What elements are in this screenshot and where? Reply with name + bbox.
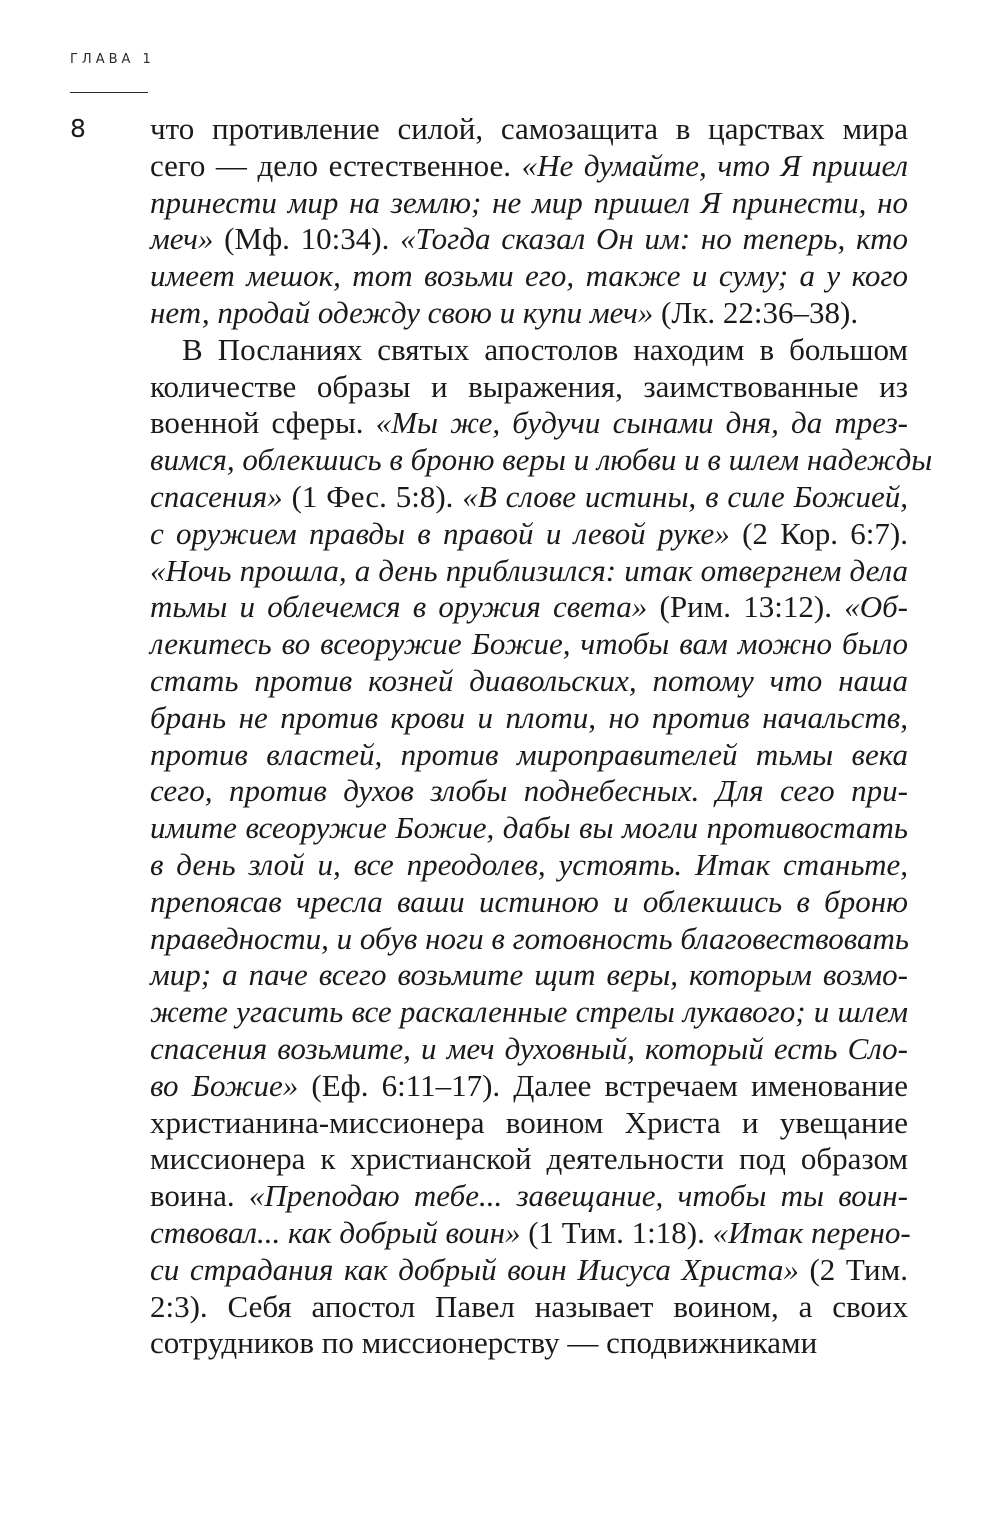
body-text-run: В Посланиях святых апостолов находим в большом [182, 331, 908, 367]
italic-quote-text: спасения возьмите, и меч духовный, который есть Сло- [150, 1030, 908, 1066]
text-line [150, 258, 908, 295]
text-line [150, 1325, 908, 1362]
body-text-run: (Мф. 10:34). [213, 221, 401, 257]
text-line [150, 957, 908, 994]
body-text-run: 2:3). Себя апостол Павел называет воином, а своих [150, 1288, 908, 1324]
italic-quote-text: нет, продай одежду свою и купи меч» [150, 294, 654, 330]
text-line [150, 589, 908, 626]
text-line [150, 369, 908, 406]
italic-quote-text: препоясав чресла ваши истиною и облекшись в броню [150, 883, 908, 919]
italic-quote-text: ствовал... как добрый воин» [150, 1214, 521, 1250]
body-text-run: (1 Тим. 1:18). [520, 1214, 713, 1250]
text-line [150, 295, 908, 332]
running-head: ГЛАВА 1 [70, 52, 155, 67]
body-text-run: что противление силой, самозащита в царствах мира [150, 111, 908, 146]
italic-quote-text: лекитесь во всеоружие Божие, чтобы вам можно было [150, 626, 908, 662]
text-line [150, 700, 908, 737]
header-rule [70, 92, 148, 93]
italic-quote-text: «Мы же, будучи сынами дня, да трез- [375, 405, 908, 441]
italic-quote-text: «Об- [844, 589, 908, 625]
text-line [150, 405, 908, 442]
text-line [150, 479, 908, 516]
italic-quote-text: тьмы и облечемся в оружия света» [150, 589, 648, 625]
text-line [150, 994, 908, 1031]
italic-quote-text: вимся, облекшись в броню веры и любви и в шлем надежды [150, 442, 933, 478]
italic-quote-text: си страдания как добрый воин Иисуса Христа» [150, 1251, 799, 1287]
text-line [150, 1178, 908, 1215]
page-number: 8 [70, 114, 86, 143]
italic-quote-text: «Не думайте, что Я пришел [521, 147, 908, 183]
text-line [150, 1031, 908, 1068]
body-text-run: воина. [150, 1178, 249, 1214]
italic-quote-text: «Ночь прошла, а день приблизился: итак отвергнем дела [150, 552, 908, 588]
text-line [150, 1068, 908, 1105]
text-line [150, 847, 908, 884]
body-text-run: сего — дело естественное. [150, 147, 522, 183]
text-line [150, 1214, 911, 1252]
italic-quote-text: во Божие» [150, 1067, 299, 1103]
text-line [150, 1141, 908, 1178]
text-line [150, 148, 908, 185]
text-line [150, 516, 908, 553]
italic-quote-text: спасения» [150, 478, 283, 514]
text-line [150, 1252, 908, 1289]
italic-quote-text: «Тогда сказал Он им: но теперь, кто [400, 221, 908, 257]
text-line [150, 553, 908, 590]
body-text-run: миссионера к христианской деятельности под образом [150, 1141, 908, 1177]
text-line [150, 921, 908, 958]
body-text-run: (1 Фес. 5:8). [282, 478, 463, 514]
italic-quote-text: принести мир на землю; не мир пришел Я принести, но [150, 184, 908, 220]
italic-quote-text: меч» [150, 221, 214, 257]
italic-quote-text: сего, против духов злобы поднебесных. Для сего при- [150, 773, 908, 809]
italic-quote-text: «Итак перено- [712, 1214, 911, 1250]
body-text-run: (2 Кор. 6:7). [729, 515, 908, 551]
italic-quote-text: брань не против крови и плоти, но против начальств, [150, 699, 908, 735]
italic-quote-text: жете угасить все раскаленные стрелы лукавого; и шлем [150, 994, 908, 1030]
italic-quote-text: против властей, против мироправителей тьмы века [150, 736, 908, 772]
text-line [150, 810, 908, 847]
text-line [150, 737, 908, 774]
text-line [150, 1289, 908, 1326]
text-line [150, 332, 908, 369]
text-line [150, 626, 908, 663]
italic-quote-text: стать против козней диавольских, потому что наша [150, 662, 908, 698]
body-text-run: количестве образы и выражения, заимствованные из [150, 368, 908, 404]
text-line [150, 221, 908, 258]
italic-quote-text: в день злой и, все преодолев, устоять. Итак станьте, [150, 846, 908, 882]
italic-quote-text: праведности, и обув ноги в готовность благовествовать [150, 920, 909, 956]
italic-quote-text: мир; а паче всего возьмите щит веры, которым возмо- [150, 957, 908, 993]
text-line [150, 185, 908, 222]
body-text-run: военной сферы. [150, 405, 376, 441]
italic-quote-text: «В слове истины, в силе Божией, [462, 478, 908, 514]
italic-quote-text: имеет мешок, тот возьми его, также и суму; а у кого [150, 258, 908, 294]
body-text-run: (Еф. 6:11–17). Далее встречаем именование [298, 1067, 909, 1103]
italic-quote-text: имите всеоружие Божие, дабы вы могли противостать [150, 810, 908, 846]
body-text-run: христианина-миссионера воином Христа и увещание [150, 1104, 908, 1140]
italic-quote-text: с оружием правды в правой и левой руке» [150, 515, 730, 551]
text-line [150, 1105, 908, 1142]
text-line [150, 663, 908, 700]
text-line [150, 884, 908, 921]
body-text [150, 111, 933, 1362]
body-text-run: (Лк. 22:36–38). [653, 294, 859, 330]
body-text-run: (2 Тим. [798, 1251, 908, 1287]
body-text-run: (Рим. 13:12). [647, 589, 845, 625]
text-line [150, 111, 908, 148]
body-text-run: сотрудников по миссионерству — сподвижниками [150, 1325, 818, 1361]
text-line [150, 773, 908, 810]
text-line [150, 442, 933, 479]
italic-quote-text: «Преподаю тебе... завещание, чтобы ты воин- [248, 1178, 908, 1214]
